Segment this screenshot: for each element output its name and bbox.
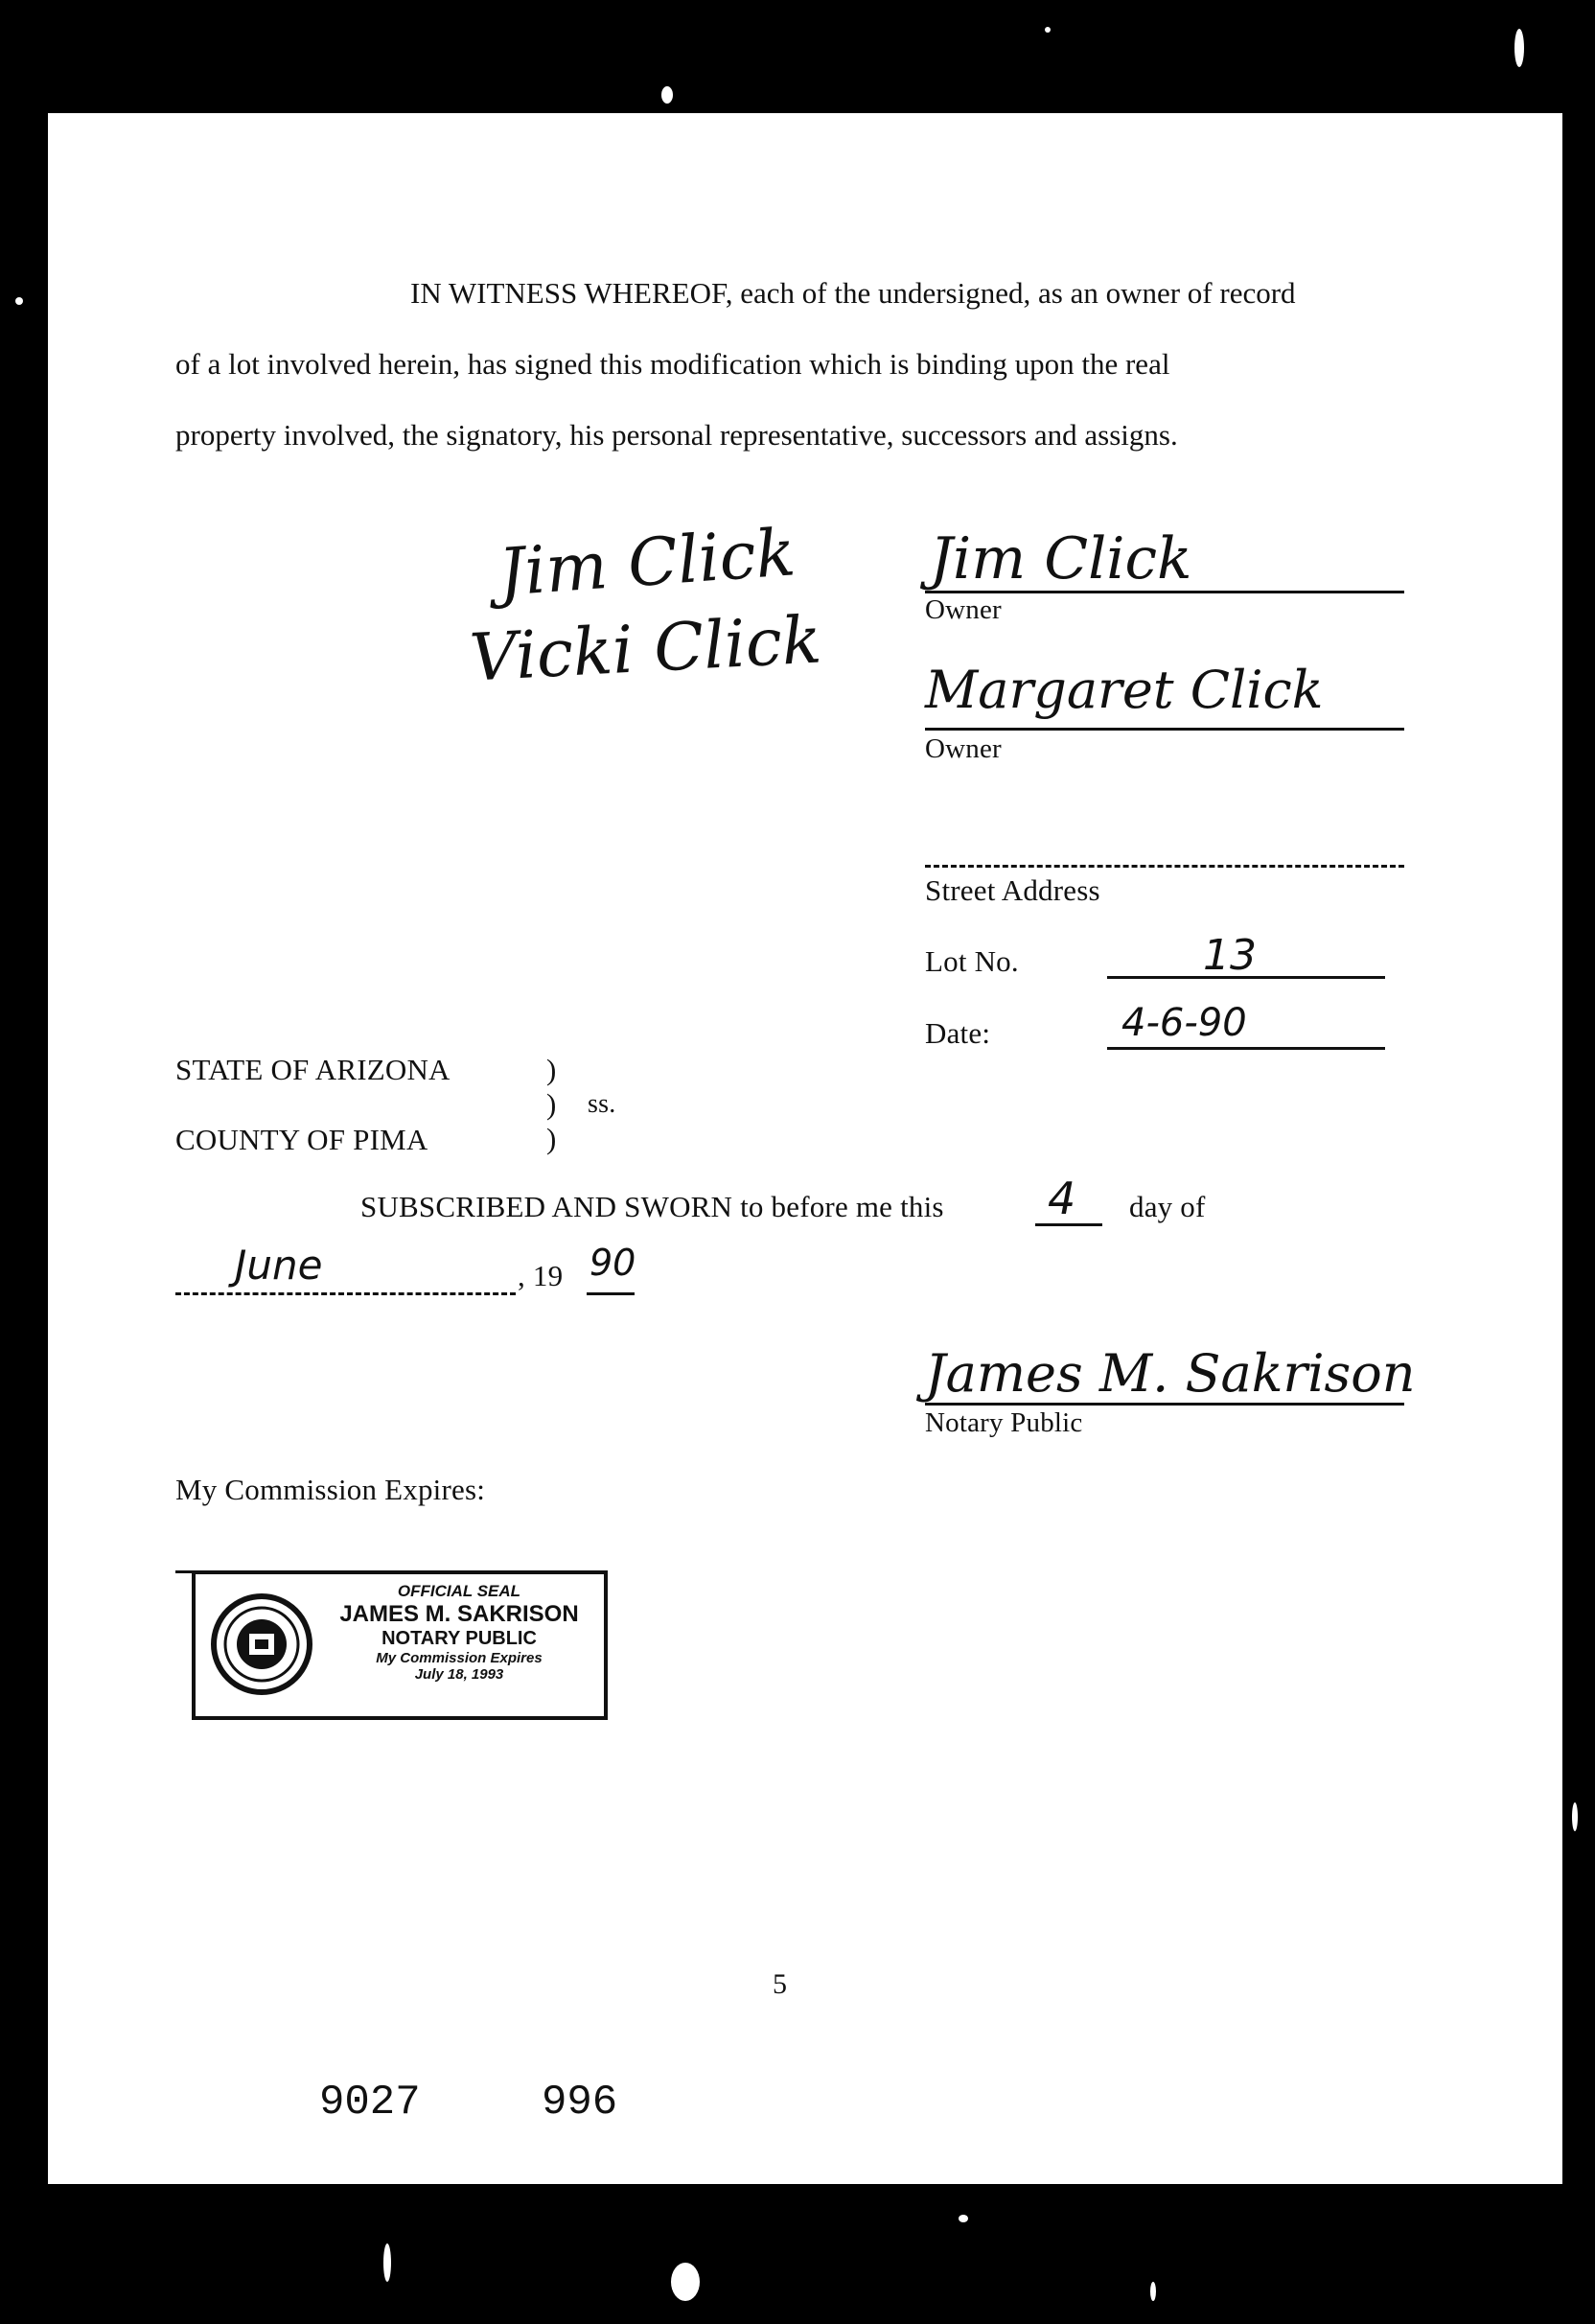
lot-value: 13 (1203, 931, 1257, 980)
county-line: COUNTY OF PIMA (175, 1123, 428, 1156)
date-line (1107, 1047, 1385, 1050)
owner-signature-1: Jim Click (930, 525, 1192, 593)
seal-line-2: JAMES M. SAKRISON (339, 1601, 579, 1627)
owner-signature-line-2 (925, 728, 1404, 731)
scan-speck (15, 297, 23, 305)
document-number-2: 996 (542, 2079, 618, 2126)
date-label: Date: (925, 1016, 991, 1050)
seal-text-block (330, 1582, 589, 1683)
sworn-year-suffix: 90 (589, 1242, 636, 1284)
sworn-day-line (1035, 1223, 1102, 1226)
lot-line (1107, 976, 1385, 979)
street-address-label: Street Address (925, 873, 1100, 907)
ss-label: ss. (588, 1089, 616, 1119)
page-number: 5 (773, 1968, 788, 2000)
street-address-line (925, 865, 1404, 868)
document-page (48, 113, 1562, 2184)
scan-speck (661, 86, 673, 104)
scan-speck (1150, 2282, 1156, 2301)
left-signature-1: Jim Click (496, 515, 798, 612)
scan-speck (1572, 1802, 1578, 1831)
sworn-year-line (587, 1292, 635, 1295)
owner-signature-line-1 (925, 591, 1404, 593)
lot-label: Lot No. (925, 944, 1019, 978)
paragraph-line-3: property involved, the signatory, his personal representative, successors and assigns. (175, 418, 1178, 452)
scan-speck (959, 2215, 968, 2222)
venue-parens: ) ) ) (546, 1053, 557, 1155)
seal-line-5: July 18, 1993 (414, 1666, 504, 1683)
scan-speck (671, 2263, 700, 2301)
seal-line-1: OFFICIAL SEAL (397, 1582, 521, 1600)
paragraph-line-1: IN WITNESS WHEREOF, each of the undersigned, as an owner of record (410, 276, 1296, 310)
commission-line (175, 1570, 444, 1573)
seal-emblem-icon (209, 1592, 314, 1697)
sworn-year-prefix: , 19 (518, 1259, 564, 1292)
scan-speck (1045, 27, 1051, 33)
notary-label: Notary Public (925, 1407, 1083, 1438)
document-number-1: 9027 (319, 2079, 421, 2126)
state-line: STATE OF ARIZONA (175, 1053, 451, 1086)
notary-signature: James M. Sakrison (925, 1343, 1416, 1404)
sworn-month-line (175, 1292, 516, 1295)
scan-speck (383, 2243, 391, 2282)
scan-speck (1514, 29, 1524, 67)
date-value: 4-6-90 (1121, 1001, 1247, 1045)
sworn-suffix: day of (1129, 1190, 1206, 1223)
sworn-prefix: SUBSCRIBED AND SWORN to before me this (360, 1190, 944, 1223)
sworn-month: June (235, 1242, 323, 1289)
owner-label-1: Owner (925, 594, 1002, 625)
owner-label-2: Owner (925, 733, 1002, 764)
paragraph-line-2: of a lot involved herein, has signed this modification which is binding upon the real (175, 347, 1170, 381)
left-signature-2: Vicki Click (468, 602, 823, 697)
owner-signature-2: Margaret Click (925, 660, 1324, 720)
commission-label: My Commission Expires: (175, 1473, 486, 1506)
sworn-day: 4 (1048, 1173, 1076, 1224)
notary-seal-stamp (192, 1570, 608, 1720)
seal-line-3: NOTARY PUBLIC (381, 1628, 537, 1649)
seal-line-4: My Commission Expires (376, 1650, 543, 1666)
notary-signature-line (925, 1403, 1404, 1406)
sworn-year-19: 19 (532, 1259, 564, 1292)
